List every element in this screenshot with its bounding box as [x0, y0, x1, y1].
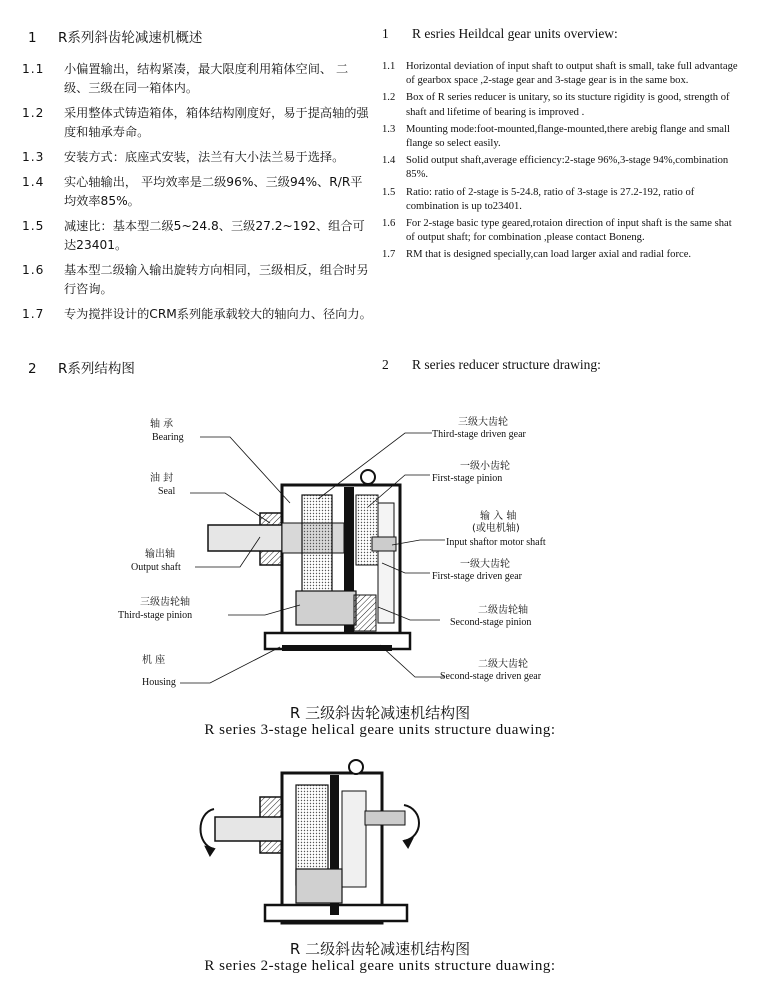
- label-driven2-en: Second-stage driven gear: [440, 671, 542, 682]
- list-item: 1.1 小偏置输出，结构紧凑，最大限度利用箱体空间、 二级、三级在同一箱体内。: [22, 62, 349, 95]
- label-seal-cn: 油 封: [150, 473, 174, 484]
- label-pinion3-cn: 三级齿轮轴: [140, 597, 190, 608]
- label-driven1-cn: 一级大齿轮: [460, 559, 510, 570]
- label-pinion1-cn: 一级小齿轮: [460, 461, 510, 472]
- list-item: 1.3 Mounting mode:foot-mounted,flange-mounted,there arebig flange and small flange so select easily.: [382, 123, 730, 150]
- list-item: 1.3 安装方式：底座式安装，法兰有大小法兰易于选择。: [22, 150, 345, 164]
- caption-3stage-cn: R 三级斜齿轮减速机结构图: [289, 704, 471, 722]
- label-pinion2-en: Second-stage pinion: [450, 617, 532, 628]
- label-input-en: Input shaftor motor shaft: [446, 537, 546, 548]
- list-item: 1.4 实心轴输出， 平均效率是二级96%、三级94%、R/R平均效率85%。: [22, 175, 363, 208]
- label-output-en: Output shaft: [131, 562, 181, 573]
- section-1-heading-en: 1 R esries Heildcal gear units overview:: [382, 26, 618, 41]
- label-pinion2-cn: 二级齿轮轴: [478, 605, 528, 616]
- section-1-heading-cn: 1 R系列斜齿轮减速机概述: [28, 30, 203, 46]
- section-2-heading-en: 2 R series reducer structure drawing:: [382, 357, 601, 372]
- label-input-cn: 输 入 轴: [480, 511, 517, 522]
- label-driven3-en: Third-stage driven gear: [432, 429, 526, 440]
- caption-3stage-en: R series 3-stage helical geare units structure duawing:: [204, 722, 556, 738]
- label-seal-en: Seal: [158, 486, 176, 497]
- label-input-cn2: (或电机轴): [472, 523, 520, 534]
- list-item: 1.6 基本型二级输入输出旋转方向相同，三级相反，组合时另行咨询。: [22, 263, 369, 296]
- list-item: 1.5 减速比：基本型二级5~24.8、三级27.2~192、组合可达23401。: [22, 219, 365, 252]
- label-bearing-cn: 轴 承: [150, 419, 174, 430]
- label-pinion1-en: First-stage pinion: [432, 473, 503, 484]
- list-item: 1.7 专为搅拌设计的CRM系列能承载较大的轴向力、径向力。: [22, 307, 372, 321]
- section-2-heading-cn: 2 R系列结构图: [28, 361, 135, 377]
- overview-list-cn: [22, 60, 372, 330]
- label-output-cn: 输出轴: [145, 549, 175, 560]
- list-item: 1.6 For 2-stage basic type geared,rotaion direction of input shaft is the same shat of output shaft; for combination ,please contact Boneng.: [382, 218, 732, 244]
- three-stage-structure-drawing: [0, 395, 760, 725]
- overview-list-en: [382, 60, 742, 266]
- label-driven3-cn: 三级大齿轮: [458, 417, 508, 428]
- label-housing-en: Housing: [142, 677, 176, 688]
- list-item: 1.2 Box of R series reducer is unitary, so its stucture rigidity is good, strength of shaft and lifetime of bearing is improved .: [382, 92, 730, 118]
- caption-2stage-en: R series 2-stage helical geare units structure duawing:: [204, 958, 556, 974]
- label-driven2-cn: 二级大齿轮: [478, 659, 528, 670]
- label-bearing-en: Bearing: [152, 432, 184, 443]
- list-item: 1.5 Ratio: ratio of 2-stage is 5-24.8, ratio of 3-stage is 27.2-192, ratio of combination is up to23401.: [382, 186, 695, 212]
- label-driven1-en: First-stage driven gear: [432, 571, 522, 582]
- list-item: 1.1 Horizontal deviation of input shaft to output shaft is small, take full advantage of gearbox space ,2-stage gear and 3-stage gear is in the same box.: [382, 61, 738, 87]
- list-item: 1.2 采用整体式铸造箱体，箱体结构刚度好，易于提高轴的强度和轴承寿命。: [22, 106, 369, 139]
- two-stage-structure-drawing: [0, 745, 760, 945]
- rotation-arrow-output-icon: [201, 809, 215, 855]
- label-pinion3-en: Third-stage pinion: [118, 610, 193, 621]
- rotation-arrow-input-icon: [404, 805, 419, 847]
- gearbox-2stage: [215, 760, 407, 923]
- list-item: 1.7 RM that is designed specially,can load larger axial and radial force.: [382, 249, 692, 261]
- label-housing-cn: 机 座: [142, 655, 166, 666]
- list-item: 1.4 Solid output shaft,average efficiency:2-stage 96%,3-stage 94%,combination 85%.: [382, 155, 729, 181]
- caption-2stage-cn: R 二级斜齿轮减速机结构图: [289, 940, 471, 958]
